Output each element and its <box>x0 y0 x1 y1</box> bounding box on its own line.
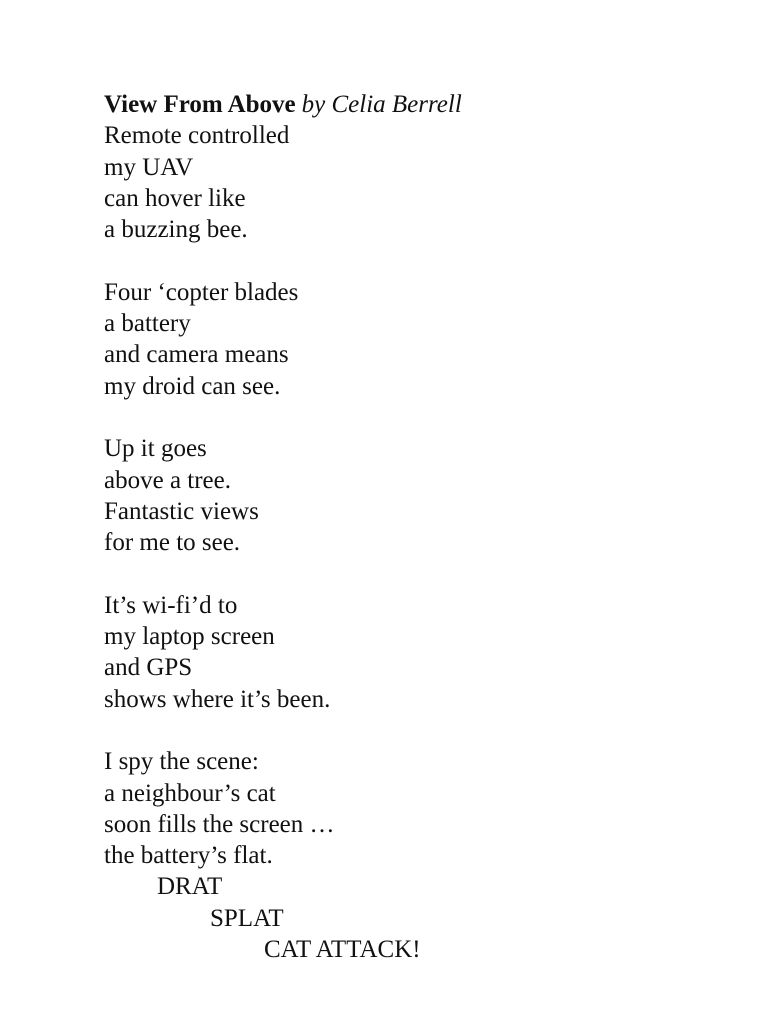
poem-line: a neighbour’s cat <box>104 779 276 807</box>
poem-line: my laptop screen <box>104 623 275 651</box>
stanza-4 <box>104 590 724 715</box>
poem-line: I spy the scene: <box>104 748 259 776</box>
poem-line: Remote controlled <box>104 122 290 150</box>
poem-line: the battery’s flat. <box>104 842 273 870</box>
poem-line: Up it goes <box>104 435 207 463</box>
poem-line: and GPS <box>104 654 193 682</box>
poem-line: my UAV <box>104 153 194 181</box>
poem-line: It’s wi-fi’d to <box>104 591 238 619</box>
poem-author: by Celia Berrell <box>301 91 462 118</box>
stanza-2 <box>104 277 724 402</box>
poem-page <box>104 89 724 965</box>
stanza-1 <box>104 120 724 245</box>
poem-line: and camera means <box>104 341 289 369</box>
poem-line: soon fills the screen … <box>104 810 335 838</box>
poem-line: for me to see. <box>104 529 241 557</box>
poem-line-cat-attack: CAT ATTACK! <box>264 936 421 964</box>
poem-line-splat: SPLAT <box>210 904 284 932</box>
poem-heading <box>104 89 724 120</box>
poem-title: View From Above <box>104 91 296 118</box>
poem-line: a buzzing bee. <box>104 216 248 244</box>
poem-line: a battery <box>104 310 191 338</box>
poem-line: above a tree. <box>104 466 232 494</box>
poem-line: can hover like <box>104 184 246 212</box>
poem-line: my droid can see. <box>104 372 281 400</box>
poem-line: Fantastic views <box>104 497 259 525</box>
poem-line-drat: DRAT <box>157 873 223 901</box>
stanza-3 <box>104 433 724 558</box>
stanza-5 <box>104 746 724 965</box>
poem-line: Four ‘copter blades <box>104 278 299 306</box>
poem-line: shows where it’s been. <box>104 685 331 713</box>
